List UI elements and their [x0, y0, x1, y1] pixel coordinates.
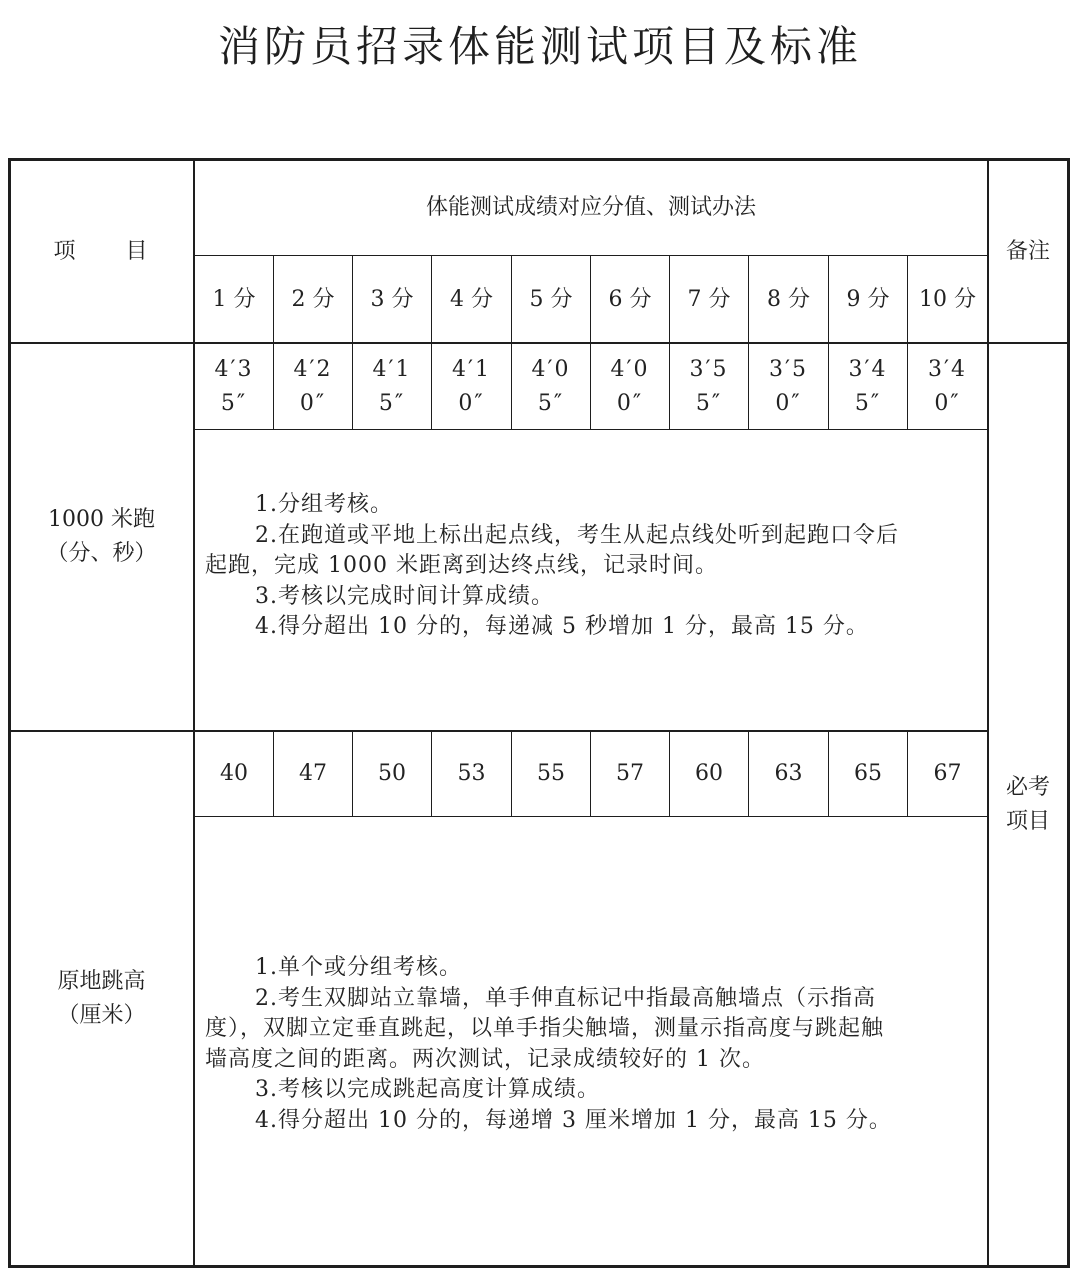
jump-note: 度），双脚立定垂直跳起，以单手指尖触墙，测量示指高度与跳起触	[205, 1016, 885, 1041]
jump-value-cell: 55	[537, 761, 565, 786]
jump-name: 原地跳高	[57, 968, 146, 994]
score-header: 3 分	[370, 286, 414, 312]
jump-note: 4.得分超出 10 分的，每递增 3 厘米增加 1 分，最高 15 分。	[255, 1107, 892, 1133]
run-time-sec: 0″	[616, 390, 644, 416]
jump-value-cell: 57	[616, 761, 644, 786]
score-header: 1 分	[212, 286, 256, 312]
divider-run-times	[193, 429, 989, 430]
run-time-cell	[908, 344, 987, 429]
header-method-label: 体能测试成绩对应分值、测试办法	[425, 194, 756, 220]
jump-value-cell: 53	[457, 761, 486, 786]
jump-unit: （厘米）	[57, 1002, 146, 1028]
jump-note: 3.考核以完成跳起高度计算成绩。	[255, 1077, 600, 1102]
jump-value-cell: 67	[933, 761, 962, 786]
jump-value-cell: 47	[299, 761, 327, 786]
run-time-min: 4′1	[372, 356, 412, 382]
run-note: 起跑，完成 1000 米距离到达终点线，记录时间。	[205, 553, 718, 578]
score-header: 8 分	[767, 286, 810, 312]
run-item-label	[10, 344, 193, 730]
header-item-label: 项 目	[53, 238, 150, 264]
score-header: 4 分	[450, 286, 493, 312]
jump-value-cell: 65	[854, 761, 882, 786]
run-time-sec: 5″	[854, 390, 882, 416]
run-time-cell	[670, 344, 748, 429]
score-header: 5 分	[529, 286, 573, 312]
run-note: 4.得分超出 10 分的，每递减 5 秒增加 1 分，最高 15 分。	[255, 614, 869, 639]
score-header: 6 分	[608, 286, 652, 312]
run-time-min: 4′3	[214, 356, 254, 382]
run-time-min: 4′0	[610, 356, 650, 382]
run-note: 1.分组考核。	[255, 492, 393, 517]
jump-note: 1.单个或分组考核。	[255, 955, 462, 980]
jump-value-cell: 50	[378, 761, 406, 786]
run-time-min: 4′2	[293, 356, 333, 382]
run-notes	[205, 490, 985, 643]
jump-note: 2.考生双脚站立靠墙，单手伸直标记中指最高触墙点（示指高	[255, 985, 876, 1011]
remark-line: 必考	[1005, 774, 1050, 800]
score-header: 10 分	[919, 286, 976, 312]
run-time-cell	[749, 344, 828, 429]
run-time-min: 3′5	[689, 356, 729, 382]
run-time-sec: 0″	[299, 390, 327, 416]
score-header: 7 分	[687, 286, 731, 312]
remark-line: 项目	[1005, 808, 1050, 834]
score-header: 9 分	[846, 286, 890, 312]
run-time-cell	[353, 344, 431, 429]
run-note: 2.在跑道或平地上标出起点线，考生从起点线处听到起跑口令后	[255, 522, 899, 548]
run-time-sec: 0″	[458, 390, 485, 416]
run-time-sec: 5″	[220, 390, 248, 416]
run-time-cell	[829, 344, 907, 429]
page-title: 消防员招录体能测试项目及标准	[217, 22, 862, 71]
run-time-min: 4′1	[452, 356, 491, 382]
run-name: 1000 米跑	[48, 507, 155, 532]
run-time-min: 3′4	[848, 356, 888, 382]
table-border-right	[1067, 158, 1070, 1268]
jump-value-cell: 40	[220, 761, 248, 786]
jump-note: 墙高度之间的距离。两次测试，记录成绩较好的 1 次。	[205, 1046, 765, 1072]
run-time-sec: 0″	[934, 390, 961, 416]
score-header: 2 分	[291, 286, 335, 312]
run-time-sec: 5″	[537, 390, 565, 416]
run-time-cell	[195, 344, 273, 429]
divider-jump-values	[193, 816, 989, 817]
jump-value-cell: 63	[774, 761, 803, 786]
jump-notes	[205, 953, 985, 1136]
run-time-sec: 0″	[775, 390, 802, 416]
run-time-cell	[591, 344, 669, 429]
run-note: 3.考核以完成时间计算成绩。	[255, 583, 554, 609]
run-time-cell	[432, 344, 511, 429]
run-time-cell	[512, 344, 590, 429]
run-time-cell	[274, 344, 352, 429]
run-time-min: 3′4	[928, 356, 967, 382]
jump-item-label	[10, 732, 193, 1265]
run-time-min: 4′0	[531, 356, 571, 382]
jump-value-cell: 60	[695, 761, 723, 786]
remark-cell	[989, 344, 1067, 1265]
run-time-sec: 5″	[378, 390, 406, 416]
run-time-min: 3′5	[769, 356, 808, 382]
run-time-sec: 5″	[695, 390, 723, 416]
table-border-bottom	[8, 1265, 1070, 1268]
header-remark-label: 备注	[1005, 238, 1050, 264]
run-unit: （分、秒）	[46, 541, 157, 566]
